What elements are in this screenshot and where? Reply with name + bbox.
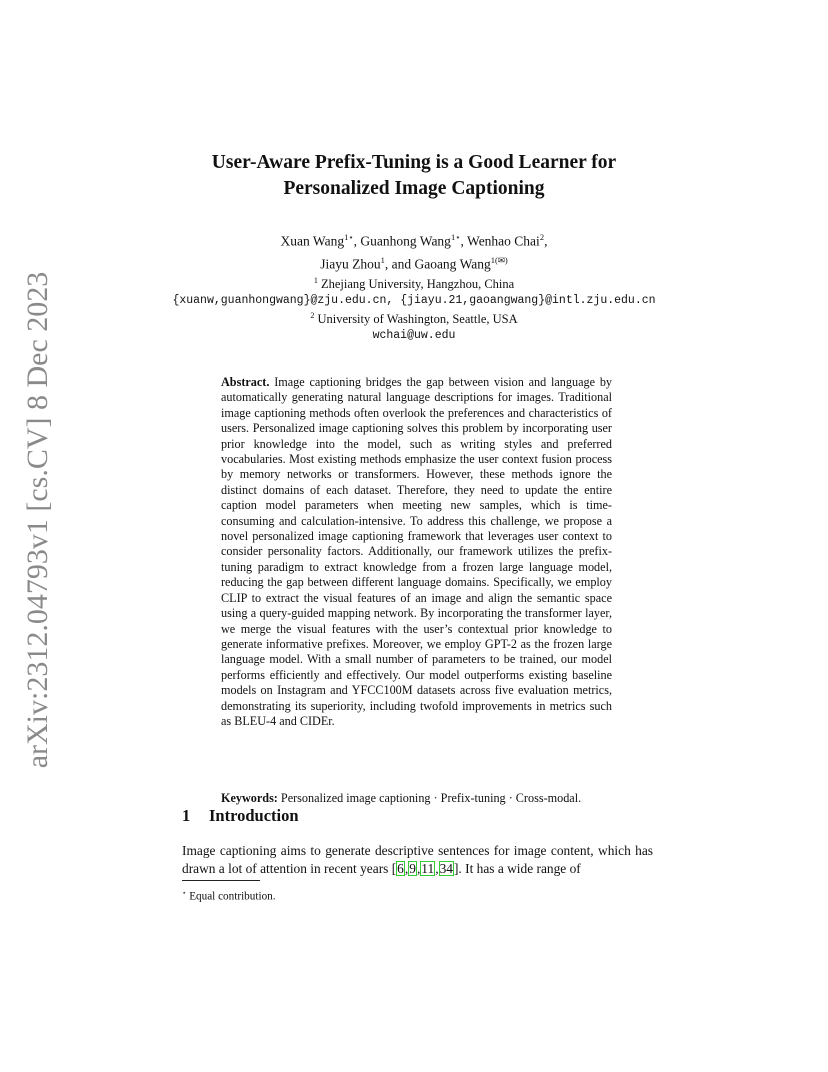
section-number: 1 xyxy=(182,806,191,825)
paper-title xyxy=(164,150,664,202)
citation-link[interactable]: 11 xyxy=(421,861,435,876)
author-name: Xuan Wang xyxy=(280,233,345,249)
affiliation-1-emails: {xuanw,guanhongwang}@zju.edu.cn, {jiayu.21,gaoangwang}@intl.zju.edu.cn xyxy=(172,293,656,307)
abstract-label: Abstract. xyxy=(221,375,270,389)
affiliation-number: 2 xyxy=(310,311,315,321)
affiliation-2-email: wchai@uw.edu xyxy=(372,328,456,342)
author-mark: 2 xyxy=(539,232,545,242)
abstract xyxy=(221,375,612,729)
section-heading xyxy=(182,805,299,827)
citation-link[interactable]: 34 xyxy=(439,861,453,876)
abstract-text: Image captioning bridges the gap between vision and language by automatically generating natural language descriptions for images. Traditional image captioning methods often overlook the preferences and characteristics of users. Personalized image captioning solves this problem by incorporating user prior knowledge into the model, such as writing styles and preferred vocabularies. Most existing methods emphasize the user context fusion process by memory networks or transformers. However, these methods ignore the distinct domains of each dataset. Therefore, they need to update the entire caption model parameters when meeting new samples, which is time-consuming and calculation-intensive. To address this challenge, we propose a novel personalized image captioning framework that leverages user context to consider personality factors. Additionally, our framework utilizes the prefix-tuning paradigm to extract knowledge from a frozen large language model, reducing the gap between different language domains. Specifically, we employ CLIP to extract the visual features of an image and align the semantic space using a query-guided mapping network. By incorporating the transformer layer, we merge the visual features with the user’s contextual prior knowledge to generate informative prefixes. Moreover, we employ GPT-2 as the frozen large language model. With a small number of parameters to be trained, our model performs efficiently and effectively. Our model outperforms existing baseline models on Instagram and YFCC100M datasets across five evaluation metrics, demonstrating its superiority, including twofold improvements in metrics such as BLEU-4 and CIDEr. xyxy=(221,375,613,728)
author-list xyxy=(164,228,664,273)
title-line-2: Personalized Image Captioning xyxy=(283,178,545,199)
author-line-2: Jiayu Zhou$^1$, and Gaoang Wang$^{1(✉)}$ xyxy=(320,254,508,271)
affiliations xyxy=(150,273,678,343)
footnote-mark: ⋆ xyxy=(182,889,187,897)
author-mark: 1⋆ xyxy=(344,232,354,242)
keywords-text: Personalized image captioning · Prefix-tuning · Cross-modal. xyxy=(280,791,582,805)
citation-link[interactable]: 9 xyxy=(409,861,416,876)
intro-text: ]. It has a wide range of xyxy=(453,861,581,876)
author-name: Guanhong Wang xyxy=(360,233,451,249)
keywords-label: Keywords: xyxy=(221,791,278,805)
keywords xyxy=(221,791,641,806)
author-mark: 1 xyxy=(380,254,385,265)
author-name: Jiayu Zhou xyxy=(320,256,381,271)
author-line-1: Xuan Wang$^{1⋆}$, Guanhong Wang$^{1⋆}$, Wenhao Chai$^2$, xyxy=(280,232,548,249)
intro-paragraph: Image captioning aims to generate descriptive sentences for image content, which has drawn a lot of attention in recent years [6,9,11,34]. It has a wide range of xyxy=(182,843,653,876)
affiliation-text: Zhejiang University, Hangzhou, China xyxy=(320,277,515,292)
section-title: Introduction xyxy=(209,806,299,825)
footnote xyxy=(182,886,276,904)
footnote-rule xyxy=(182,880,260,881)
author-mark: 1(✉) xyxy=(490,254,508,265)
affiliation-text: University of Washington, Seattle, USA xyxy=(317,312,518,327)
affiliation-2 xyxy=(150,308,678,328)
footnote-text: Equal contribution. xyxy=(189,890,276,903)
citation-link[interactable]: 6 xyxy=(397,861,404,876)
intro-text: Image captioning aims to generate descriptive sentences for image content, which has drawn a lot of attention in recent years [ xyxy=(182,843,653,876)
author-name: Wenhao Chai xyxy=(467,233,540,249)
arxiv-identifier[interactable]: arXiv:2312.04793v1 [cs.CV] 8 Dec 2023 xyxy=(21,271,54,769)
affiliation-1 xyxy=(150,273,678,293)
title-line-1: User-Aware Prefix-Tuning is a Good Learner for xyxy=(211,152,617,173)
author-name: Gaoang Wang xyxy=(414,256,491,271)
affiliation-number: 1 xyxy=(313,276,318,285)
author-mark: 1⋆ xyxy=(450,232,461,242)
